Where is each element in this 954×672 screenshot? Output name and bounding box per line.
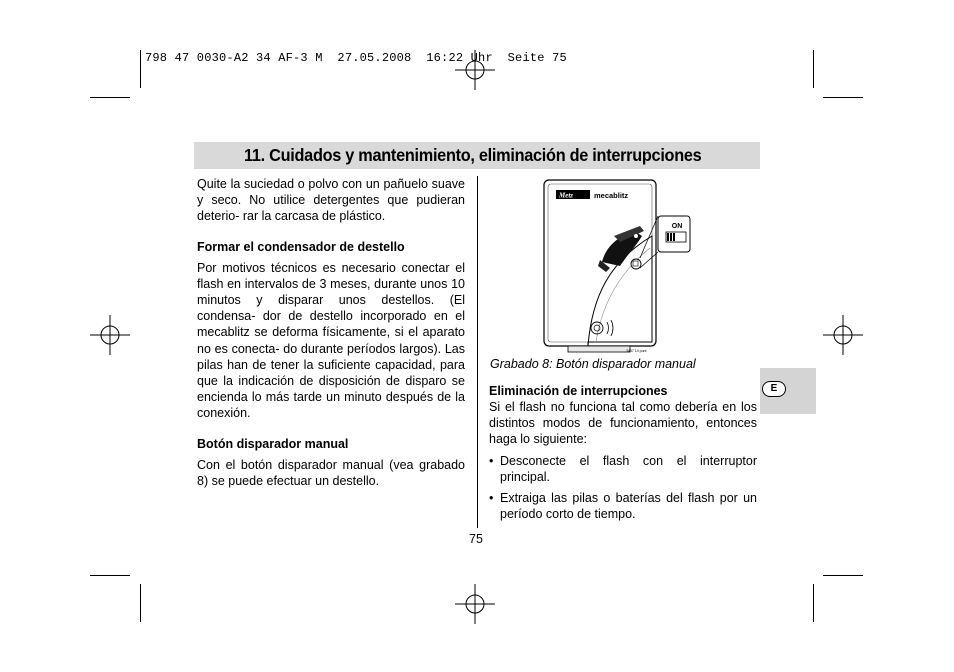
print-slug: 798 47 0030-A2 34 AF-3 M 27.05.2008 16:22 Uhr Seite 75 bbox=[145, 51, 567, 65]
list-item bbox=[489, 490, 757, 522]
registration-mark-bottom bbox=[455, 584, 495, 624]
crop-mark bbox=[813, 50, 814, 88]
flash-illustration bbox=[540, 176, 692, 356]
crop-mark bbox=[140, 50, 141, 88]
registration-mark-left bbox=[90, 315, 130, 355]
bullet-text: Desconecte el flash con el interruptor principal. bbox=[500, 453, 757, 484]
page-title: 11. Cuidados y mantenimiento, eliminación de interrupciones bbox=[244, 145, 702, 165]
bullet-icon: • bbox=[489, 453, 494, 468]
right-column bbox=[489, 383, 757, 522]
column-divider bbox=[477, 176, 478, 528]
troubleshooting-paragraph: Si el flash no funciona tal como debería en los distintos modos de funcionamiento, entonces haga lo siguiente: bbox=[489, 400, 757, 447]
list-item bbox=[489, 453, 757, 485]
switch-on-label: ON bbox=[671, 223, 683, 230]
intro-paragraph: Quite la suciedad o polvo con un pañuelo suave y seco. No utilice detergentes que pudieran deterio- rar la carcasa de plástico. bbox=[197, 177, 465, 224]
manual-trigger-button-icon bbox=[631, 259, 641, 269]
bullet-text: Extraiga las pilas o baterías del flash por un período corto de tiempo. bbox=[500, 491, 757, 522]
bullet-icon: • bbox=[489, 491, 494, 506]
language-badge: E bbox=[762, 381, 786, 397]
crop-mark bbox=[90, 575, 130, 576]
crop-mark bbox=[823, 575, 863, 576]
crop-mark bbox=[823, 97, 863, 98]
crop-mark bbox=[813, 584, 814, 622]
manual-button-paragraph: Con el botón disparador manual (vea grabado 8) se puede efectuar un destello. bbox=[197, 457, 465, 488]
condenser-paragraph: Por motivos técnicos es necesario conectar el flash en intervalos de 3 meses, durante unos 10 minutos y disparar unos destellos. (El condensa- dor de destello incorporado en el mecablitz se deforma físicamente, si el aparato no es conecta- do durante períodos largos). Las pilas han de tener la suficiente capacidad, para que la indicación de disposición de disparo se encienda lo más tarde un minuto después de la conexión. bbox=[197, 260, 465, 421]
brand-logo-text: Metz bbox=[559, 191, 573, 200]
section-heading-troubleshooting: Eliminación de interrupciones bbox=[489, 384, 668, 398]
product-name: mecablitz bbox=[594, 191, 629, 200]
section-heading-condenser: Formar el condensador de destello bbox=[197, 239, 405, 254]
figure-caption: Grabado 8: Botón disparador manual bbox=[490, 357, 696, 371]
crop-mark bbox=[90, 97, 130, 98]
left-column bbox=[197, 176, 465, 489]
section-heading-manual-button: Botón disparador manual bbox=[197, 436, 349, 451]
page-number: 75 bbox=[469, 532, 483, 546]
crop-mark bbox=[140, 584, 141, 622]
figure-code: 3437 14 punt bbox=[626, 349, 647, 353]
registration-mark-right bbox=[823, 315, 863, 355]
